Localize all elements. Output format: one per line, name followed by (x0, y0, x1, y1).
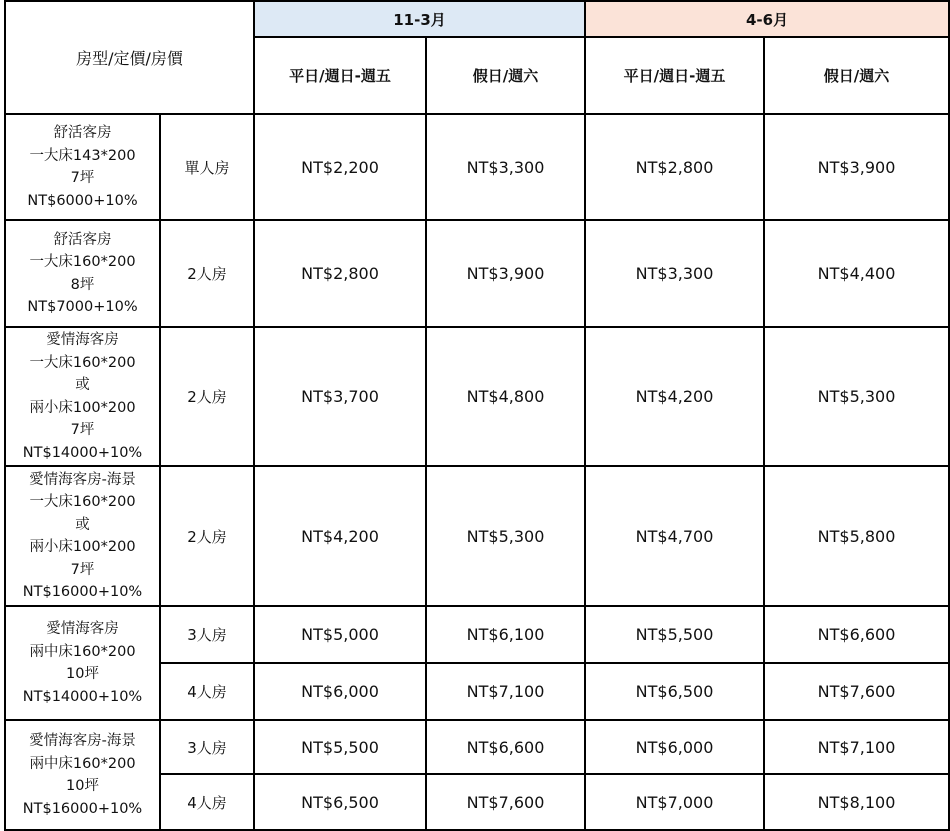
room-description (5, 606, 160, 720)
room-line: NT$16000+10% (22, 800, 143, 817)
price-cell: NT$4,200 (585, 327, 764, 466)
price-cell: NT$2,800 (585, 114, 764, 220)
price-cell: NT$3,900 (764, 114, 949, 220)
price-cell: NT$6,100 (426, 606, 585, 663)
table-row (5, 466, 949, 606)
room-line: 7坪 (70, 561, 95, 578)
room-line: 舒活客房 (53, 125, 112, 141)
price-cell: NT$3,300 (426, 114, 585, 220)
price-cell: NT$2,200 (254, 114, 426, 220)
price-cell: NT$5,300 (764, 327, 949, 466)
room-line: NT$16000+10% (22, 584, 143, 600)
price-cell: NT$4,200 (254, 466, 426, 606)
room-description (5, 466, 160, 606)
table-body (5, 114, 949, 830)
room-line: 愛情海客房-海景 (29, 733, 136, 749)
price-cell: NT$6,600 (764, 606, 949, 663)
period-header-winter: 11-3月 (254, 1, 585, 37)
price-cell: NT$5,300 (426, 466, 585, 606)
room-line: 兩小床100*200 (29, 399, 136, 416)
occupancy-cell: 3人房 (160, 720, 254, 774)
occupancy-cell: 4人房 (160, 663, 254, 720)
price-cell: NT$2,800 (254, 220, 426, 327)
room-description (5, 114, 160, 220)
occupancy-cell: 2人房 (160, 466, 254, 606)
price-cell: NT$5,800 (764, 466, 949, 606)
table-row (5, 606, 949, 663)
price-cell: NT$7,100 (426, 663, 585, 720)
room-line: 兩中床160*200 (29, 755, 136, 772)
room-line: 一大床160*200 (29, 354, 136, 371)
room-line: 愛情海客房 (46, 621, 119, 637)
table-row (5, 220, 949, 327)
day-type-header: 平日/週日-週五 (254, 37, 426, 114)
room-line: 8坪 (70, 276, 95, 293)
day-type-header: 假日/週六 (764, 37, 949, 114)
price-cell: NT$3,900 (426, 220, 585, 327)
room-line: 10坪 (66, 778, 99, 794)
room-line: 舒活客房 (53, 231, 112, 248)
room-line: 一大床160*200 (29, 254, 136, 270)
occupancy-cell: 單人房 (160, 114, 254, 220)
occupancy-cell: 4人房 (160, 774, 254, 830)
room-line: 兩中床160*200 (29, 643, 136, 660)
room-description (5, 327, 160, 466)
room-line: 7坪 (70, 170, 95, 186)
table-row (5, 114, 949, 220)
room-line: 愛情海客房 (46, 332, 119, 348)
price-cell: NT$6,000 (585, 720, 764, 774)
price-cell: NT$5,500 (585, 606, 764, 663)
room-line: 愛情海客房-海景 (29, 471, 136, 488)
room-description (5, 220, 160, 327)
room-line: 10坪 (66, 666, 99, 682)
table-row (5, 720, 949, 774)
room-line: 一大床160*200 (29, 494, 136, 510)
price-cell: NT$4,800 (426, 327, 585, 466)
day-type-header: 平日/週日-週五 (585, 37, 764, 114)
room-line: NT$14000+10% (22, 688, 143, 705)
occupancy-cell: 3人房 (160, 606, 254, 663)
room-line: 兩小床100*200 (29, 539, 136, 555)
room-line: 一大床143*200 (29, 147, 136, 164)
price-cell: NT$6,500 (585, 663, 764, 720)
price-cell: NT$3,300 (585, 220, 764, 327)
price-table (4, 0, 950, 831)
price-cell: NT$8,100 (764, 774, 949, 830)
price-cell: NT$5,000 (254, 606, 426, 663)
price-cell: NT$7,100 (764, 720, 949, 774)
price-cell: NT$6,600 (426, 720, 585, 774)
price-cell: NT$7,600 (764, 663, 949, 720)
room-description (5, 720, 160, 830)
price-cell: NT$7,600 (426, 774, 585, 830)
price-cell: NT$7,000 (585, 774, 764, 830)
corner-header: 房型/定價/房價 (5, 1, 254, 114)
table-row (5, 327, 949, 466)
occupancy-cell: 2人房 (160, 327, 254, 466)
room-line: NT$14000+10% (22, 444, 143, 461)
price-cell: NT$6,000 (254, 663, 426, 720)
room-line: 或 (75, 516, 90, 533)
day-type-header: 假日/週六 (426, 37, 585, 114)
price-cell: NT$4,700 (585, 466, 764, 606)
occupancy-cell: 2人房 (160, 220, 254, 327)
room-line: 7坪 (70, 422, 95, 438)
price-cell: NT$4,400 (764, 220, 949, 327)
price-cell: NT$5,500 (254, 720, 426, 774)
price-cell: NT$3,700 (254, 327, 426, 466)
period-header-spring: 4-6月 (585, 1, 949, 37)
room-line: NT$6000+10% (27, 192, 138, 209)
room-line: NT$7000+10% (27, 299, 138, 315)
room-line: 或 (75, 377, 90, 393)
price-cell: NT$6,500 (254, 774, 426, 830)
